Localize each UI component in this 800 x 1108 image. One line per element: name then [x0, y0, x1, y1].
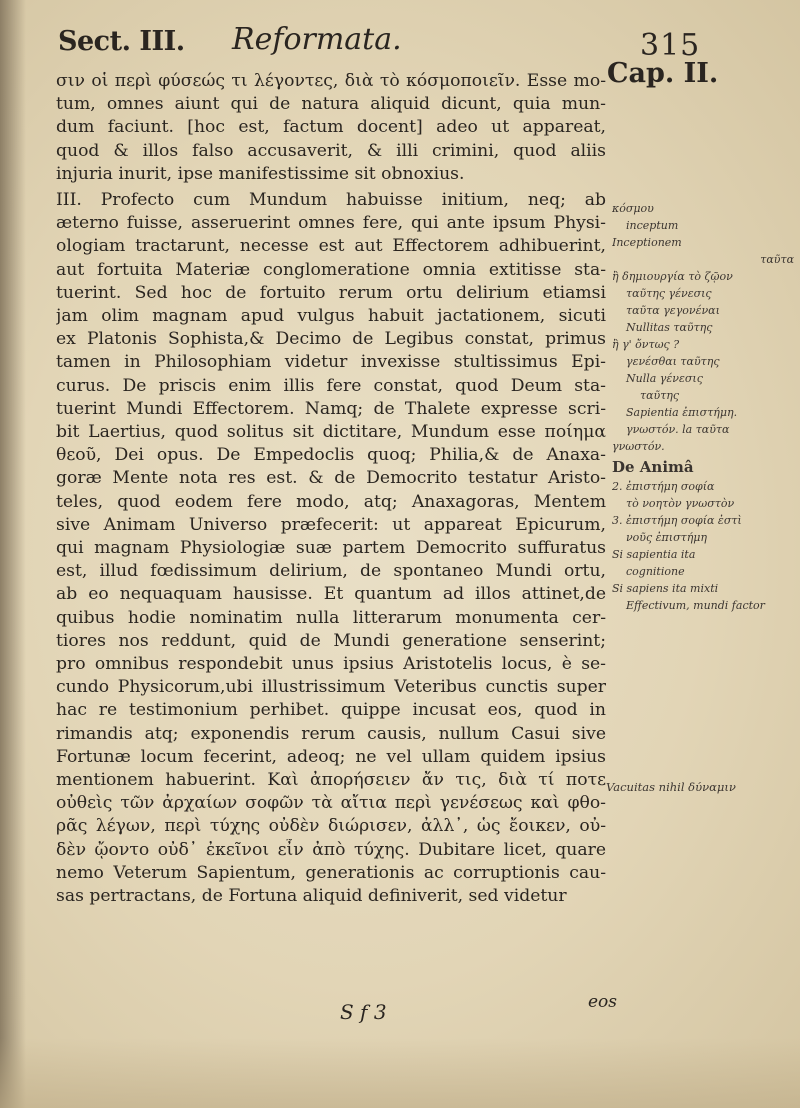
text-line: ab eo nequaquam hausisse. Et quantum ad illos attinet,de — [56, 584, 606, 605]
paragraph-1 — [56, 70, 606, 186]
text-line: hac re testimonium perhibet. quippe incusat eos, quod in — [56, 700, 606, 721]
text-line: σιν οἱ περὶ φύσεώς τι λέγοντες, διὰ τὸ κόσμοποιεῖν. Esse mo- — [56, 71, 606, 91]
margin-note: νοῦς ἐπιστήμη — [626, 531, 708, 544]
text-line: rimandis atq; exponendis rerum causis, nullum Casui sive — [56, 723, 606, 744]
text-line: δὲν ᾤοντο οὐδ᾽ ἐκεῖνοι εἶν ἀπὸ τύχης. Dubitare licet, quare — [56, 839, 606, 860]
text-line: cundo Physicorum,ubi illustrissimum Veteribus cunctis super — [56, 677, 606, 698]
text-line: dum faciunt. [hoc est, factum docent] adeo ut appareat, — [56, 117, 606, 138]
margin-note: ἢ γ' ὄντως ? — [612, 338, 680, 351]
text-line: θεοῦ, Dei opus. De Empedoclis quoq; Philia,& de Anaxa- — [56, 445, 606, 466]
margin-note: ταῦτα — [760, 253, 794, 266]
text-line: ρᾶς λέγων, περὶ τύχης οὐδὲν διώρισεν, ἀλλ᾽, ὡς ἔοικεν, οὐ- — [56, 816, 606, 837]
text-line: bit Laertius, quod solitus sit dictitare, Mundum esse ποίημα — [56, 422, 606, 443]
margin-note: γνωστόν. — [612, 440, 665, 453]
text-line: aut fortuita Materiæ conglomeratione omnia extitisse sta- — [56, 259, 606, 280]
chapter-label: Cap. II. — [607, 58, 719, 89]
text-line: III. Profecto cum Mundum habuisse initium, neq; ab — [56, 190, 606, 210]
margin-note: ἢ δημιουργία τὸ ζῷον — [612, 270, 733, 283]
text-line: teles, quod eodem fere modo, atq; Anaxagoras, Mentem — [56, 491, 606, 512]
margin-note: ταῦτης γένεσις — [626, 287, 712, 300]
text-line: qui magnam Physiologiæ suæ partem Democrito suffuratus — [56, 538, 606, 559]
section-heading: Sect. III. — [58, 26, 185, 57]
de-anima-heading: De Animâ — [612, 458, 694, 476]
margin-note: γενέσθαι ταῦτης — [626, 355, 720, 368]
text-line: æterno fuisse, asseruerint omnes fere, qui ante ipsum Physi- — [56, 213, 606, 234]
text-line: Fortunæ locum fecerint, adeoq; ne vel ullam quidem ipsius — [56, 746, 606, 767]
margin-note: Si sapiens ita mixti — [612, 582, 719, 595]
text-line: goræ Mente nota res est. & de Democrito testatur Aristo- — [56, 468, 606, 489]
text-line: sas pertractans, de Fortuna aliquid definiverit, sed videtur — [56, 886, 567, 907]
paragraph-2 — [56, 189, 606, 908]
margin-note: 2. ἐπιστήμη σοφία — [612, 480, 715, 493]
text-line: injuria inurit, ipse manifestissime sit obnoxius. — [56, 163, 465, 184]
text-line: mentionem habuerint. Καὶ ἀπορήσειεν ἄν τις, διὰ τί ποτε — [56, 770, 606, 791]
text-line: est, illud fœdissimum delirium, de spontaneo Mundi ortu, — [56, 561, 606, 582]
text-line: sive Animam Universo præfecerit: ut appareat Epicurum, — [56, 514, 606, 535]
gutter-shadow — [0, 0, 26, 1108]
running-title: Reformata. — [232, 22, 402, 57]
text-line: ologiam tractarunt, necesse est aut Effectorem adhibuerint, — [56, 236, 606, 257]
page-edge-stain — [0, 1038, 800, 1108]
text-line: quibus hodie nominatim nulla litterarum monumenta cer- — [56, 607, 606, 628]
text-line: tum, omnes aiunt qui de natura aliquid dicunt, quia mun- — [56, 94, 606, 115]
margin-note: κόσμου — [612, 202, 654, 215]
text-line: curus. De priscis enim illis fere constat, quod Deum sta- — [56, 375, 606, 396]
margin-note: Effectivum, mundi factor — [626, 599, 765, 612]
text-line: ex Platonis Sophista,& Decimo de Legibus constat, primus — [56, 329, 606, 350]
text-line: tiores nos reddunt, quid de Mundi generatione senserint; — [56, 630, 606, 651]
text-line: tamen in Philosophiam videtur invexisse stultissimus Epi- — [56, 352, 606, 373]
margin-note-vacuitas: Vacuitas nihil δύναμιν — [606, 780, 736, 794]
text-line: pro omnibus respondebit unus ipsius Aristotelis locus, è se- — [56, 654, 606, 675]
text-line: jam olim magnam apud vulgus habuit jactationem, sicuti — [56, 306, 606, 327]
page-number: 315 — [640, 28, 701, 63]
text-line: nemo Veterum Sapientum, generationis ac corruptionis cau- — [56, 862, 606, 883]
text-line: quod & illos falso accusaverit, & illi crimini, quod aliis — [56, 140, 606, 161]
margin-note: 3. ἐπιστήμη σοφία ἐστὶ — [612, 514, 742, 527]
handwritten-margin-notes — [612, 200, 794, 614]
catchword: eos — [588, 992, 618, 1012]
margin-note: Nullitas ταῦτης — [626, 321, 713, 334]
margin-note: Si sapientia ita — [612, 548, 696, 561]
margin-note: ταῦτα γεγονέναι — [626, 304, 720, 317]
margin-note: inceptum — [626, 219, 679, 232]
margin-note: Nulla γένεσις — [626, 372, 703, 385]
text-line: οὐθεὶς τῶν ἀρχαίων σοφῶν τὰ αἴτια περὶ γενέσεως καὶ φθο- — [56, 793, 606, 814]
margin-note: Sapientia ἐπιστήμη. — [626, 406, 738, 419]
text-line: tuerint. Sed hoc de fortuito rerum ortu delirium etiamsi — [56, 282, 606, 303]
margin-note: γνωστόν. la ταῦτα — [626, 423, 730, 436]
margin-note: τὸ νοητὸν γνωστὸν — [626, 497, 735, 510]
margin-note: Inceptionem — [612, 236, 682, 249]
margin-note: cognitione — [626, 565, 685, 578]
text-line: tuerint Mundi Effectorem. Namq; de Thalete expresse scri- — [56, 398, 606, 419]
margin-note: ταῦτης — [640, 389, 680, 402]
signature-mark: S f 3 — [340, 1000, 387, 1024]
